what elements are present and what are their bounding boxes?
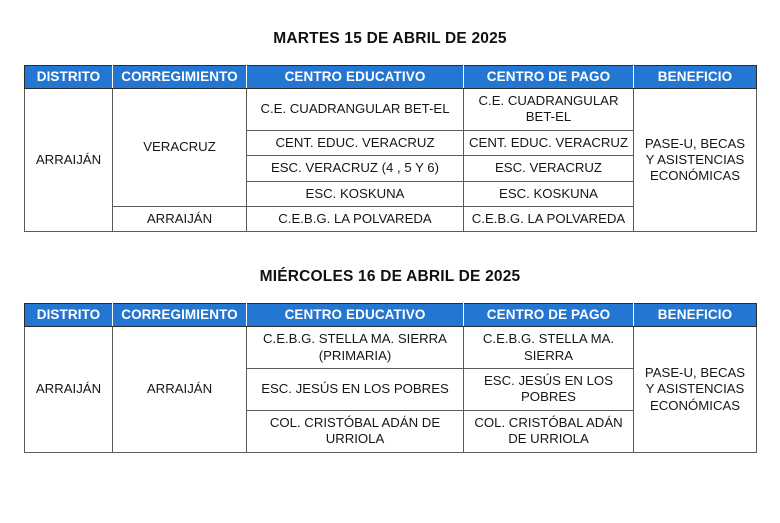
cell-corregimiento: VERACRUZ <box>113 89 247 207</box>
column-header-corregimiento: CORREGIMIENTO <box>113 304 247 327</box>
column-header-corregimiento: CORREGIMIENTO <box>113 66 247 89</box>
cell-centro-educativo: COL. CRISTÓBAL ADÁN DE URRIOLA <box>247 410 464 452</box>
column-header-distrito: DISTRITO <box>25 304 113 327</box>
column-header-centro-de-pago: CENTRO DE PAGO <box>464 66 634 89</box>
cell-centro-de-pago: C.E.B.G. STELLA MA. SIERRA <box>464 327 634 369</box>
column-header-centro-educativo: CENTRO EDUCATIVO <box>247 66 464 89</box>
bottom-spacer <box>0 453 780 461</box>
table-row <box>25 327 757 369</box>
cell-centro-educativo: ESC. JESÚS EN LOS POBRES <box>247 369 464 411</box>
schedule-section-miercoles <box>0 232 780 452</box>
cell-distrito: ARRAIJÁN <box>25 89 113 232</box>
column-header-beneficio: BENEFICIO <box>634 304 757 327</box>
cell-centro-educativo: ESC. KOSKUNA <box>247 181 464 206</box>
cell-centro-educativo: C.E. CUADRANGULAR BET-EL <box>247 89 464 131</box>
cell-centro-de-pago: CENT. EDUC. VERACRUZ <box>464 130 634 155</box>
table-row <box>25 89 757 131</box>
cell-corregimiento: ARRAIJÁN <box>113 206 247 231</box>
cell-centro-de-pago: C.E.B.G. LA POLVAREDA <box>464 206 634 231</box>
header-row <box>25 304 757 327</box>
column-header-beneficio: BENEFICIO <box>634 66 757 89</box>
cell-centro-educativo: ESC. VERACRUZ (4 , 5 Y 6) <box>247 156 464 181</box>
cell-corregimiento: ARRAIJÁN <box>113 327 247 452</box>
cell-centro-educativo: C.E.B.G. LA POLVAREDA <box>247 206 464 231</box>
section-title-martes: MARTES 15 DE ABRIL DE 2025 <box>273 30 507 47</box>
table-wrapper-martes <box>0 48 780 232</box>
section-title-miercoles: MIÉRCOLES 16 DE ABRIL DE 2025 <box>259 268 521 286</box>
column-header-centro-educativo: CENTRO EDUCATIVO <box>247 304 464 327</box>
payment-schedule-table-miercoles <box>24 303 757 452</box>
column-header-distrito: DISTRITO <box>25 66 113 89</box>
cell-centro-de-pago: COL. CRISTÓBAL ADÁN DE URRIOLA <box>464 410 634 452</box>
cell-distrito: ARRAIJÁN <box>25 327 113 452</box>
table-header-miercoles <box>25 304 757 327</box>
table-wrapper-miercoles <box>0 286 780 452</box>
payment-schedule-table-martes <box>24 65 757 232</box>
cell-centro-de-pago: ESC. KOSKUNA <box>464 181 634 206</box>
cell-beneficio: PASE-U, BECAS Y ASISTENCIAS ECONÓMICAS <box>634 89 757 232</box>
cell-beneficio: PASE-U, BECAS Y ASISTENCIAS ECONÓMICAS <box>634 327 757 452</box>
table-body-martes <box>25 89 757 232</box>
cell-centro-educativo: CENT. EDUC. VERACRUZ <box>247 130 464 155</box>
cell-centro-de-pago: ESC. VERACRUZ <box>464 156 634 181</box>
header-row <box>25 66 757 89</box>
table-body-miercoles <box>25 327 757 452</box>
schedule-section-martes <box>0 0 780 232</box>
cell-centro-de-pago: ESC. JESÚS EN LOS POBRES <box>464 369 634 411</box>
cell-centro-de-pago: C.E. CUADRANGULAR BET-EL <box>464 89 634 131</box>
column-header-centro-de-pago: CENTRO DE PAGO <box>464 304 634 327</box>
table-header-martes <box>25 66 757 89</box>
cell-centro-educativo: C.E.B.G. STELLA MA. SIERRA (PRIMARIA) <box>247 327 464 369</box>
